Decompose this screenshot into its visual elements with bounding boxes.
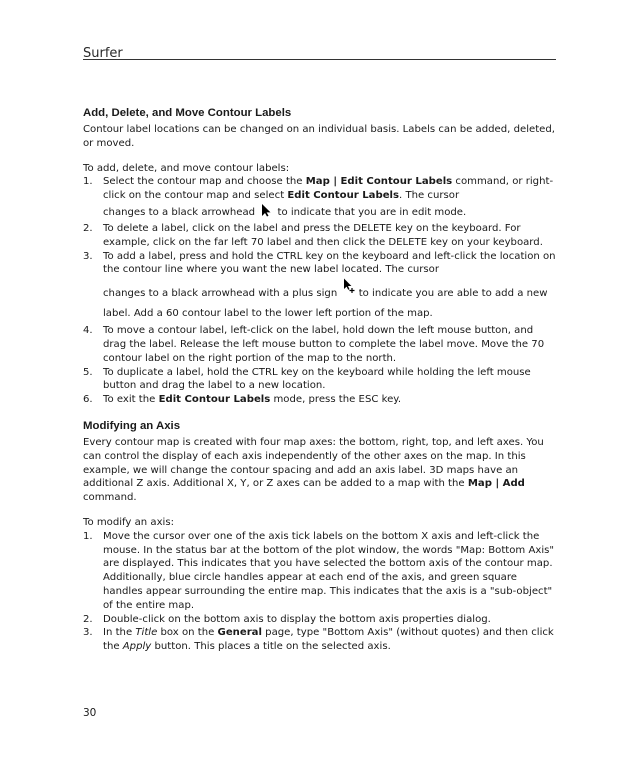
command-name: Map | Edit Contour Labels [305,176,453,188]
step-item [83,613,558,627]
page-header [83,42,555,60]
step-text: To exit the [103,394,159,406]
section-intro: Contour label locations can be changed on an individual basis. Labels can be added, deleted, or moved. [83,124,555,149]
page-name: General [217,627,262,639]
step-item [83,366,558,394]
step-number: 3. [83,250,93,262]
step-text: In the [103,627,136,639]
step-text: Select the contour map and choose the [103,176,306,188]
step-text: changes to a black arrowhead with a plus sign [103,288,338,300]
step-number: 1. [83,176,93,188]
step-number: 2. [83,613,93,625]
step-text: To move a contour label, left-click on the label, hold down the left mouse button, and drag the label. Release the left mouse button to complete the label move. Move the 70 contour label on the right portion of the map to the north. [103,325,545,364]
step-text: button. This places a title on the selected axis. [151,641,391,653]
section-heading-contour-labels: Add, Delete, and Move Contour Labels [83,107,292,119]
intro-text: command. [83,492,137,504]
step-text: mode, press the ESC key. [270,394,402,406]
header-rule [83,59,556,60]
step-text: command, or right-click on the contour map and select [103,176,554,202]
step-text: To duplicate a label, hold the CTRL key on the keyboard while holding the left mouse button and drag the label to a new location. [103,366,531,392]
step-text: page, type "Bottom Axis" (without quotes) and then click the [103,627,554,653]
section-intro [83,436,558,505]
step-text: To add a label, press and hold the CTRL key on the keyboard and left-click the location on the contour line where you want the new label located. The cursor [103,250,556,276]
steps-list [83,175,558,407]
step-number: 3. [83,627,93,639]
step-number: 1. [83,530,93,542]
page-number: 30 [83,707,97,719]
step-number: 2. [83,222,93,234]
arrow-plus-cursor-icon [343,278,355,294]
step-item [83,175,558,222]
step-line [103,203,558,222]
step-item [83,530,558,613]
step-text: Double-click on the bottom axis to display the bottom axis properties dialog. [103,613,491,625]
button-name: Apply [122,641,152,653]
step-line [103,278,558,324]
step-item [83,250,558,325]
step-text: to indicate that you are in edit mode. [277,206,467,218]
field-name: Title [135,627,158,639]
step-item [83,626,558,654]
step-text: To delete a label, click on the label and press the DELETE key on the keyboard. For example, click on the far left 70 label and then click the DELETE key on your keyboard. [103,222,543,248]
step-text: . The cursor [399,190,460,202]
section-heading-modifying-axis: Modifying an Axis [83,419,181,432]
command-name: Edit Contour Labels [287,190,400,202]
page-content [83,106,558,654]
command-name: Map | Add [467,478,525,490]
command-name: Edit Contour Labels [158,394,271,406]
step-text: to indicate you are able to add a new label. Add a 60 contour label to the lower left portion of the map. [103,288,548,320]
step-item [83,324,558,365]
intro-text: Every contour map is created with four map axes: the bottom, right, top, and left axes. You can control the display of each axis independently of the other axes on the map. In this example, we will change the contour spacing and add an axis label. 3D maps have an additional Z axis. Additional X, Y, or Z axes can be added to a map with the [83,436,544,490]
steps-lead: To modify an axis: [83,516,175,528]
step-text: changes to a black arrowhead [103,206,256,218]
header-title: Surfer [83,46,123,61]
step-number: 6. [83,394,93,406]
step-item [83,222,558,250]
step-number: 4. [83,325,93,337]
step-number: 5. [83,366,93,378]
steps-list [83,530,558,654]
step-text: box on the [157,627,218,639]
arrow-cursor-icon [261,203,271,217]
step-text: Move the cursor over one of the axis tick labels on the bottom X axis and left-click the mouse. In the status bar at the bottom of the plot window, the words "Map: Bottom Axis" are displayed. This indicates that you have selected the bottom axis of the contour map. Additionally, blue circle handles appear at each end of the axis, and green square handles appear surrounding the entire map. This indicates that the axis is a "sub-object" of the entire map. [103,530,555,611]
steps-lead: To add, delete, and move contour labels: [83,162,290,174]
step-item [83,393,558,407]
